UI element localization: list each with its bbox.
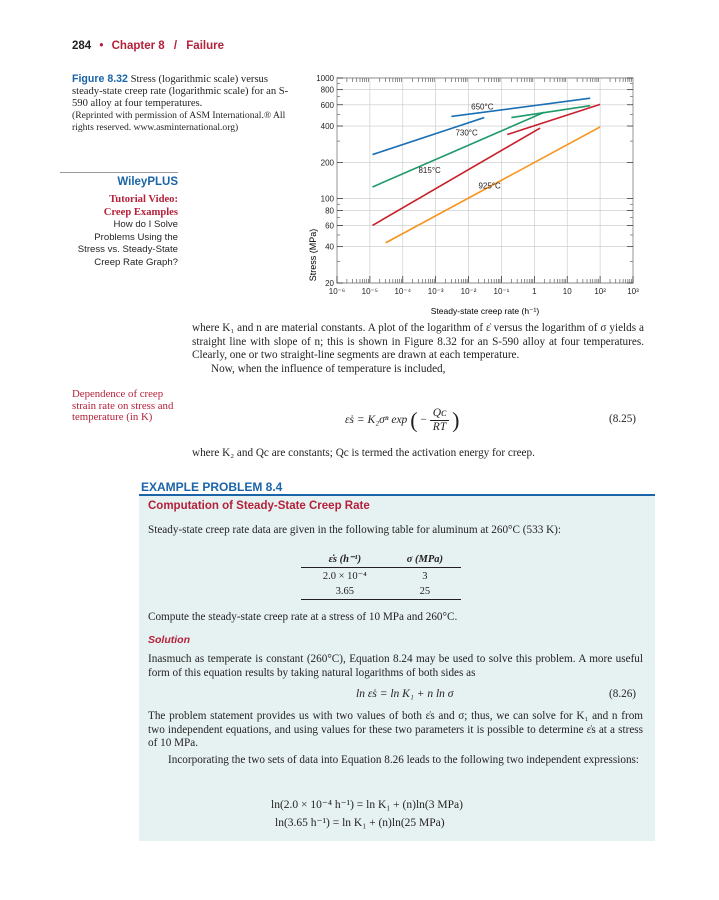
tutorial-topic: Creep Examples bbox=[103, 206, 178, 218]
example-title: Computation of Steady-State Creep Rate bbox=[148, 500, 370, 512]
table-header: σ (MPa) bbox=[389, 551, 461, 568]
y-tick-label: 40 bbox=[325, 242, 334, 252]
series-label: 815°C bbox=[418, 166, 441, 176]
eq825-numerator: Qᴄ bbox=[430, 407, 450, 421]
tutorial-description bbox=[60, 219, 178, 269]
x-tick-label: 10⁻² bbox=[460, 287, 477, 296]
tutorial-line: Problems Using the bbox=[94, 231, 178, 243]
y-tick-label: 20 bbox=[325, 279, 334, 288]
example-intro: Steady-state creep rate data are given in the following table for aluminum at 260°C (533 K): bbox=[148, 524, 561, 536]
x-tick-label: 10⁻⁵ bbox=[361, 287, 379, 296]
solution-paragraph-1: Inasmuch as temperate is constant (260°C), Equation 8.24 may be used to solve this problem. A more useful form of this equation results by taking natural logarithms of both sides as bbox=[148, 653, 643, 679]
paragraph-3: where K₂ and Qc are constants; Qc is termed the activation energy for creep. bbox=[192, 447, 535, 459]
solution-label: Solution bbox=[148, 634, 190, 646]
data-table bbox=[301, 551, 461, 600]
x-tick-label: 10⁻⁶ bbox=[328, 287, 346, 296]
equation-8-26: ln ε̇s = ln K₁ + n ln σ bbox=[356, 688, 454, 700]
y-tick-label: 1000 bbox=[316, 74, 334, 83]
wileyplus-box bbox=[60, 172, 178, 269]
x-tick-label: 10² bbox=[594, 287, 606, 296]
expression-1: ln(2.0 × 10⁻⁴ h⁻¹) = ln K₁ + (n)ln(3 MPa) bbox=[271, 799, 463, 811]
table-header-row bbox=[301, 551, 461, 568]
x-axis-label: Steady-state creep rate (h⁻¹) bbox=[430, 306, 540, 316]
eq825-fraction bbox=[430, 407, 450, 434]
equation-number-8-26: (8.26) bbox=[609, 688, 637, 700]
table-cell: 2.0 × 10⁻⁴ bbox=[322, 571, 367, 582]
series-label: 925°C bbox=[478, 181, 501, 191]
eq825-minus: − bbox=[420, 414, 427, 427]
running-header bbox=[72, 40, 224, 52]
chapter-label: Chapter 8 bbox=[111, 40, 165, 52]
x-tick-label: 1 bbox=[532, 287, 537, 296]
table-cell: 3.65 bbox=[301, 584, 389, 600]
tutorial-video-link[interactable] bbox=[60, 194, 178, 219]
y-axis-label: Stress (MPa) bbox=[308, 228, 318, 282]
tutorial-line: How do I Solve bbox=[113, 219, 178, 230]
x-tick-label: 10⁻¹ bbox=[493, 287, 510, 296]
solution-paragraph-2: The problem statement provides us with two values of both ε̇s and σ; thus, we can solve for K₁ and n from two independent equations, and using values for these two parameters it is possible to determine ε̇s at a stress of 10 MPa. bbox=[148, 710, 643, 749]
table-row bbox=[301, 584, 461, 600]
y-tick-label: 200 bbox=[320, 158, 334, 168]
series-label: 730°C bbox=[455, 128, 478, 138]
paragraph-2: Now, when the influence of temperature is included, bbox=[211, 363, 446, 375]
x-tick-label: 10³ bbox=[627, 287, 639, 296]
y-tick-label: 80 bbox=[325, 206, 334, 216]
eq825-close-paren: ) bbox=[452, 407, 460, 433]
y-tick-label: 400 bbox=[320, 122, 334, 132]
margin-note: Dependence of creep strain rate on stress and temperature (in K) bbox=[72, 388, 174, 423]
wileyplus-title: WileyPLUS bbox=[117, 176, 178, 188]
y-tick-label: 60 bbox=[325, 221, 334, 231]
paragraph-1: where K₁ and n are material constants. A plot of the logarithm of ε̇ versus the logarithm of σ yields a straight line with slope of n; this is shown in Figure 8.32 for an S-590 alloy at four temperatures. Clearly, one or two straight-line segments are drawn at each temperature. bbox=[192, 322, 644, 361]
figure-caption bbox=[72, 73, 297, 134]
header-separator: • bbox=[99, 40, 104, 52]
equation-number-8-25: (8.25) bbox=[609, 413, 637, 425]
expression-2: ln(3.65 h⁻¹) = ln K₁ + (n)ln(25 MPa) bbox=[275, 817, 445, 829]
equation-8-25 bbox=[345, 407, 459, 434]
figure-caption-text: Stress (logarithmic scale) versus steady-state creep rate (logarithmic scale) for an S-590 alloy at four temperatures. bbox=[72, 74, 289, 109]
header-slash: / bbox=[173, 40, 178, 52]
table-header: ε̇s (h⁻¹) bbox=[301, 551, 389, 568]
series-label: 650°C bbox=[471, 102, 494, 112]
page-number: 284 bbox=[72, 40, 92, 52]
tutorial-label: Tutorial Video: bbox=[109, 194, 178, 205]
series-line bbox=[507, 104, 600, 134]
x-tick-label: 10 bbox=[562, 287, 572, 296]
table-cell: 3 bbox=[422, 570, 428, 582]
figure-label: Figure 8.32 bbox=[72, 73, 128, 85]
tutorial-line: Stress vs. Steady-State bbox=[77, 244, 178, 255]
example-task: Compute the steady-state creep rate at a stress of 10 MPa and 260°C. bbox=[148, 611, 458, 623]
y-tick-label: 100 bbox=[320, 194, 334, 204]
table-cell: 25 bbox=[389, 584, 461, 600]
x-tick-label: 10⁻³ bbox=[427, 287, 444, 296]
eq825-lhs: ε̇s = K₂σⁿ exp bbox=[345, 414, 408, 427]
x-tick-label: 10⁻⁴ bbox=[394, 287, 412, 296]
eq825-open-paren: ( bbox=[410, 407, 418, 433]
creep-chart bbox=[295, 70, 655, 320]
example-heading: EXAMPLE PROBLEM 8.4 bbox=[141, 480, 283, 494]
solution-paragraph-3: Incorporating the two sets of data into Equation 8.26 leads to the following two independent expressions: bbox=[168, 754, 640, 766]
y-tick-label: 800 bbox=[320, 85, 334, 95]
figure-credit: (Reprinted with permission of ASM International.® All rights reserved. www.asminternational.org) bbox=[72, 110, 286, 133]
section-label: Failure bbox=[186, 40, 224, 52]
y-tick-label: 600 bbox=[320, 100, 334, 110]
tutorial-line: Creep Rate Graph? bbox=[94, 256, 178, 268]
table-row bbox=[301, 568, 461, 585]
eq825-denominator: RT bbox=[432, 421, 447, 433]
